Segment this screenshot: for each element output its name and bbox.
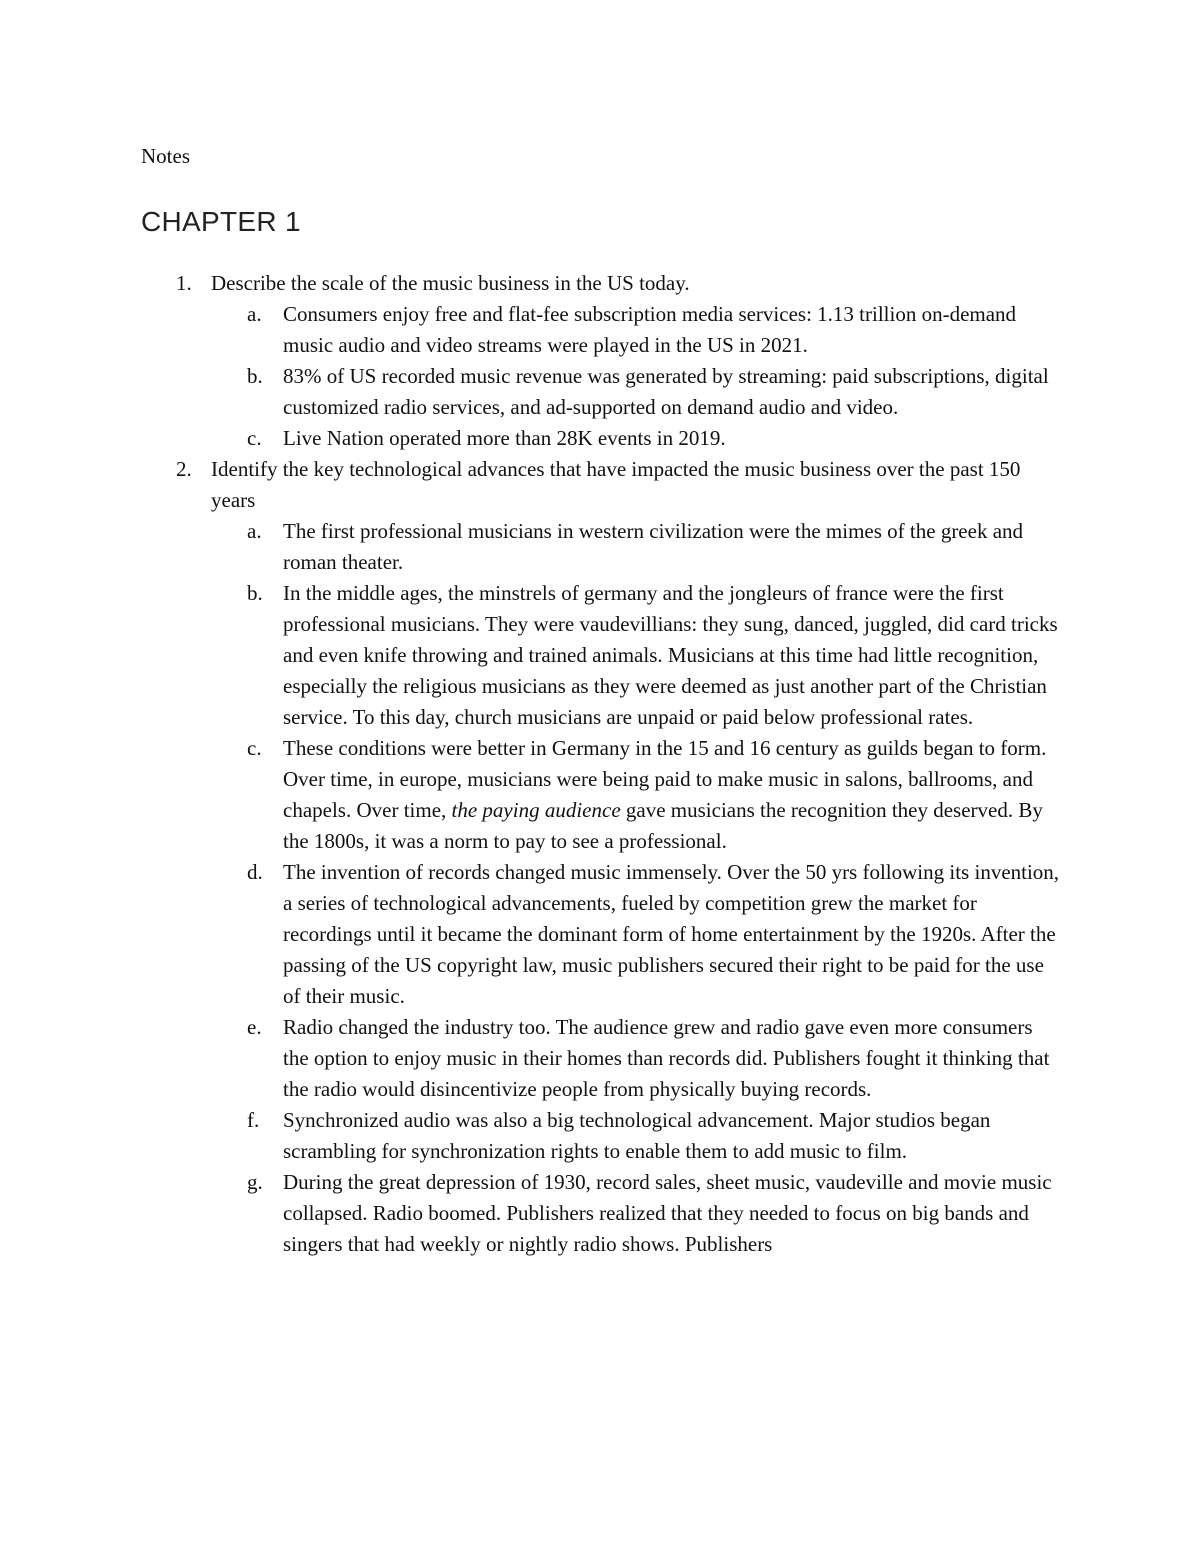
answer-point bbox=[211, 857, 1061, 1012]
question-item bbox=[141, 268, 1061, 454]
question-item bbox=[141, 454, 1061, 1260]
point-text: The invention of records changed music immensely. Over the 50 yrs following its invention, a series of technological advancements, fueled by competition grew the market for recordings until it became the dominant form of home entertainment by the 1920s. After the passing of the US copyright law, music publishers secured their right to be paid for the use of their music. bbox=[283, 860, 1060, 1008]
point-letter: f. bbox=[247, 1108, 260, 1132]
point-letter: g. bbox=[247, 1170, 263, 1194]
point-letter: b. bbox=[247, 581, 263, 605]
point-text-after: gave musicians the recognition they deserved. By the 1800s, it was a norm to pay to see a professional. bbox=[283, 798, 1043, 853]
answer-point bbox=[211, 578, 1061, 733]
point-text: Radio changed the industry too. The audience grew and radio gave even more consumers the option to enjoy music in their homes than records did. Publishers fought it thinking that the radio would disincentivize people from physically buying records. bbox=[283, 1015, 1050, 1101]
point-letter: c. bbox=[247, 736, 262, 760]
answer-point bbox=[211, 516, 1061, 578]
document-title: Notes bbox=[141, 144, 190, 168]
question-number: 2. bbox=[176, 457, 192, 481]
question-number: 1. bbox=[176, 271, 192, 295]
point-letter: e. bbox=[247, 1015, 262, 1039]
point-text-before: These conditions were better in Germany in the 15 and 16 century as guilds began to form. Over time, in europe, musicians were being paid to make music in salons, ballrooms, and chapels. Over time, bbox=[283, 736, 1047, 822]
point-text: Live Nation operated more than 28K events in 2019. bbox=[283, 426, 726, 450]
question-list bbox=[141, 268, 1061, 1260]
point-text: 83% of US recorded music revenue was generated by streaming: paid subscriptions, digital customized radio services, and ad-supported on demand audio and video. bbox=[283, 364, 1049, 419]
point-emphasis: the paying audience bbox=[451, 798, 621, 822]
point-text: In the middle ages, the minstrels of germany and the jongleurs of france were the first professional musicians. They were vaudevillians: they sung, danced, juggled, did card tricks and even knife throwing and trained animals. Musicians at this time had little recognition, especially the religious musicians as they were deemed as just another part of the Christian service. To this day, church musicians are unpaid or paid below professional rates. bbox=[283, 581, 1058, 729]
point-letter: c. bbox=[247, 426, 262, 450]
point-text: The first professional musicians in western civilization were the mimes of the greek and roman theater. bbox=[283, 519, 1024, 574]
point-text: Consumers enjoy free and flat-fee subscription media services: 1.13 trillion on-demand music audio and video streams were played in the US in 2021. bbox=[283, 302, 1017, 357]
answer-point-list bbox=[211, 299, 1061, 454]
question-text: Identify the key technological advances that have impacted the music business over the past 150 years bbox=[211, 457, 1021, 512]
answer-point bbox=[211, 299, 1061, 361]
answer-point-list bbox=[211, 516, 1061, 1260]
point-letter: a. bbox=[247, 302, 262, 326]
point-letter: d. bbox=[247, 860, 263, 884]
answer-point bbox=[211, 1012, 1061, 1105]
point-text: During the great depression of 1930, record sales, sheet music, vaudeville and movie music collapsed. Radio boomed. Publishers realized that they needed to focus on big bands and singers that had weekly or nightly radio shows. Publishers bbox=[283, 1170, 1052, 1256]
chapter-heading: CHAPTER 1 bbox=[141, 206, 301, 237]
point-text: Synchronized audio was also a big technological advancement. Major studios began scrambling for synchronization rights to enable them to add music to film. bbox=[283, 1108, 991, 1163]
answer-point bbox=[211, 733, 1061, 857]
point-letter: a. bbox=[247, 519, 262, 543]
answer-point bbox=[211, 361, 1061, 423]
answer-point bbox=[211, 423, 1061, 454]
question-text: Describe the scale of the music business in the US today. bbox=[211, 271, 690, 295]
point-letter: b. bbox=[247, 364, 263, 388]
answer-point bbox=[211, 1167, 1061, 1260]
answer-point bbox=[211, 1105, 1061, 1167]
